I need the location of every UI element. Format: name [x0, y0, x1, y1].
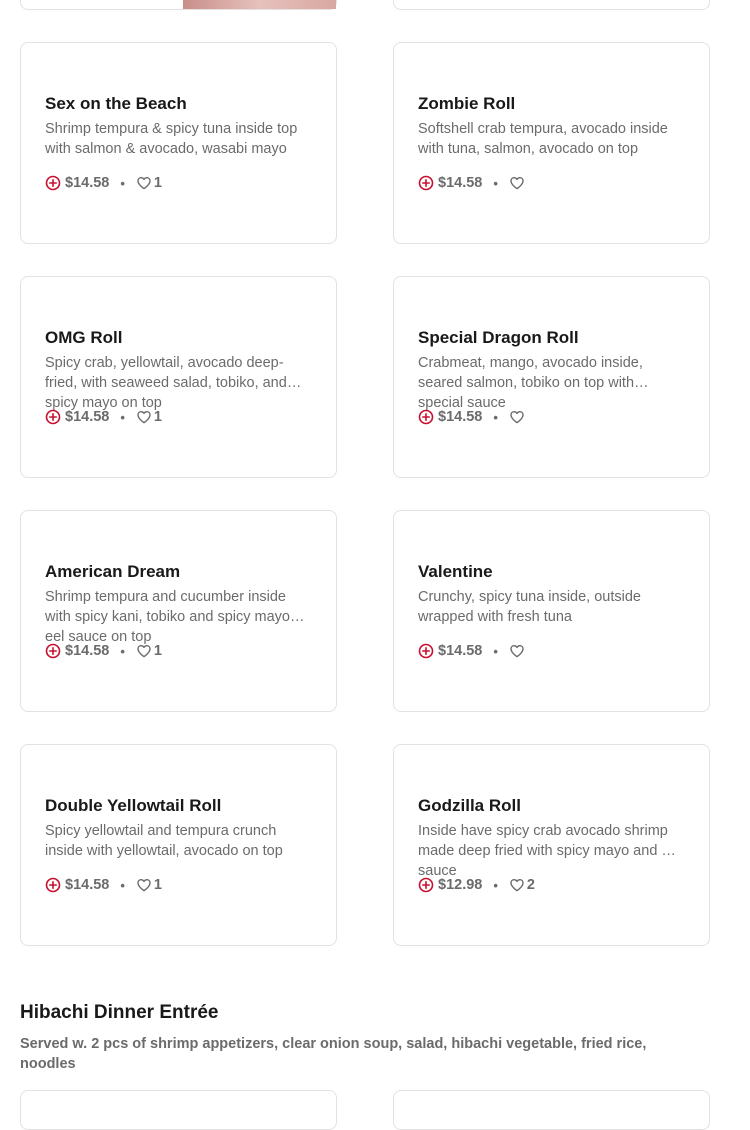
heart-icon[interactable]	[136, 877, 152, 893]
menu-item-price: $14.58	[65, 643, 110, 659]
menu-item-description: Shrimp tempura and cucumber inside with spicy kani, tobiko and spicy mayo, eel sauce on top	[45, 589, 295, 645]
menu-item-name: Double Yellowtail Roll	[45, 796, 222, 815]
separator-dot: •	[493, 643, 498, 659]
heart-icon[interactable]	[136, 643, 152, 659]
menu-item-card-partial[interactable]	[20, 0, 337, 10]
menu-item-price: $14.58	[438, 643, 483, 659]
menu-item-name: Sex on the Beach	[45, 94, 187, 113]
add-circle-icon[interactable]	[418, 643, 434, 659]
menu-item-card-partial[interactable]	[393, 1090, 710, 1130]
menu-item-card-partial[interactable]	[20, 1090, 337, 1130]
menu-item-price: $14.58	[65, 409, 110, 425]
menu-item-description: Spicy crab, yellowtail, avocado deep-fried, with seaweed salad, tobiko, and spicy mayo on top	[45, 355, 287, 411]
heart-icon[interactable]	[509, 175, 525, 191]
separator-dot: •	[120, 643, 125, 659]
menu-item-description: Crabmeat, mango, avocado inside, seared salmon, tobiko on top with special sauce	[418, 355, 643, 411]
heart-icon[interactable]	[509, 643, 525, 659]
heart-icon[interactable]	[509, 877, 525, 893]
menu-item-meta	[418, 875, 535, 895]
section-description: Served w. 2 pcs of shrimp appetizers, clear onion soup, salad, hibachi vegetable, fried rice, noodles	[20, 1036, 647, 1072]
menu-item-name: Special Dragon Roll	[418, 328, 579, 347]
menu-item-like-count: 1	[153, 175, 162, 191]
menu-item-name: Godzilla Roll	[418, 796, 521, 815]
menu-item-meta	[418, 173, 527, 193]
add-circle-icon[interactable]	[418, 409, 434, 425]
menu-item-price: $14.58	[438, 409, 483, 425]
heart-icon[interactable]	[136, 409, 152, 425]
menu-item-card[interactable]	[393, 744, 710, 946]
heart-icon[interactable]	[136, 175, 152, 191]
add-circle-icon[interactable]	[418, 877, 434, 893]
add-circle-icon[interactable]	[45, 409, 61, 425]
menu-item-card[interactable]	[393, 510, 710, 712]
menu-item-card[interactable]	[20, 42, 337, 244]
menu-item-card[interactable]	[20, 276, 337, 478]
menu-item-meta	[45, 875, 162, 895]
add-circle-icon[interactable]	[418, 175, 434, 191]
menu-item-description: Crunchy, spicy tuna inside, outside wrapped with fresh tuna	[418, 589, 641, 625]
section-title: Hibachi Dinner Entrée	[20, 1002, 219, 1023]
menu-item-description: Softshell crab tempura, avocado inside with tuna, salmon, avocado on top	[418, 121, 668, 157]
menu-item-card[interactable]	[393, 276, 710, 478]
menu-item-name: American Dream	[45, 562, 181, 581]
menu-item-meta	[45, 641, 162, 661]
menu-item-price: $14.58	[65, 877, 110, 893]
menu-item-like-count: 1	[153, 409, 162, 425]
menu-item-meta	[45, 173, 162, 193]
menu-item-card-partial[interactable]	[393, 0, 710, 10]
separator-dot: •	[120, 877, 125, 893]
menu-item-price: $14.58	[438, 175, 483, 191]
menu-item-meta	[45, 407, 162, 427]
separator-dot: •	[120, 175, 125, 191]
separator-dot: •	[493, 409, 498, 425]
separator-dot: •	[493, 877, 498, 893]
menu-item-name: Zombie Roll	[418, 94, 516, 113]
menu-item-description: Spicy yellowtail and tempura crunch inside with yellowtail, avocado on top	[45, 823, 283, 859]
menu-item-card[interactable]	[20, 510, 337, 712]
menu-item-description: Shrimp tempura & spicy tuna inside top with salmon & avocado, wasabi mayo	[45, 121, 298, 157]
add-circle-icon[interactable]	[45, 175, 61, 191]
add-circle-icon[interactable]	[45, 877, 61, 893]
menu-item-meta	[418, 407, 527, 427]
menu-item-description: Inside have spicy crab avocado shrimp made deep fried with spicy mayo and eel sauce	[418, 823, 681, 879]
menu-item-price: $14.58	[65, 175, 110, 191]
heart-icon[interactable]	[509, 409, 525, 425]
menu-item-price: $12.98	[438, 877, 483, 893]
add-circle-icon[interactable]	[45, 643, 61, 659]
menu-item-meta	[418, 641, 527, 661]
menu-item-card[interactable]	[20, 744, 337, 946]
menu-item-name: OMG Roll	[45, 328, 123, 347]
separator-dot: •	[120, 409, 125, 425]
menu-item-image	[183, 0, 336, 9]
menu-item-like-count: 1	[153, 877, 162, 893]
menu-item-name: Valentine	[418, 562, 493, 581]
menu-item-card[interactable]	[393, 42, 710, 244]
menu-item-like-count: 1	[153, 643, 162, 659]
separator-dot: •	[493, 175, 498, 191]
menu-item-like-count: 2	[526, 877, 535, 893]
